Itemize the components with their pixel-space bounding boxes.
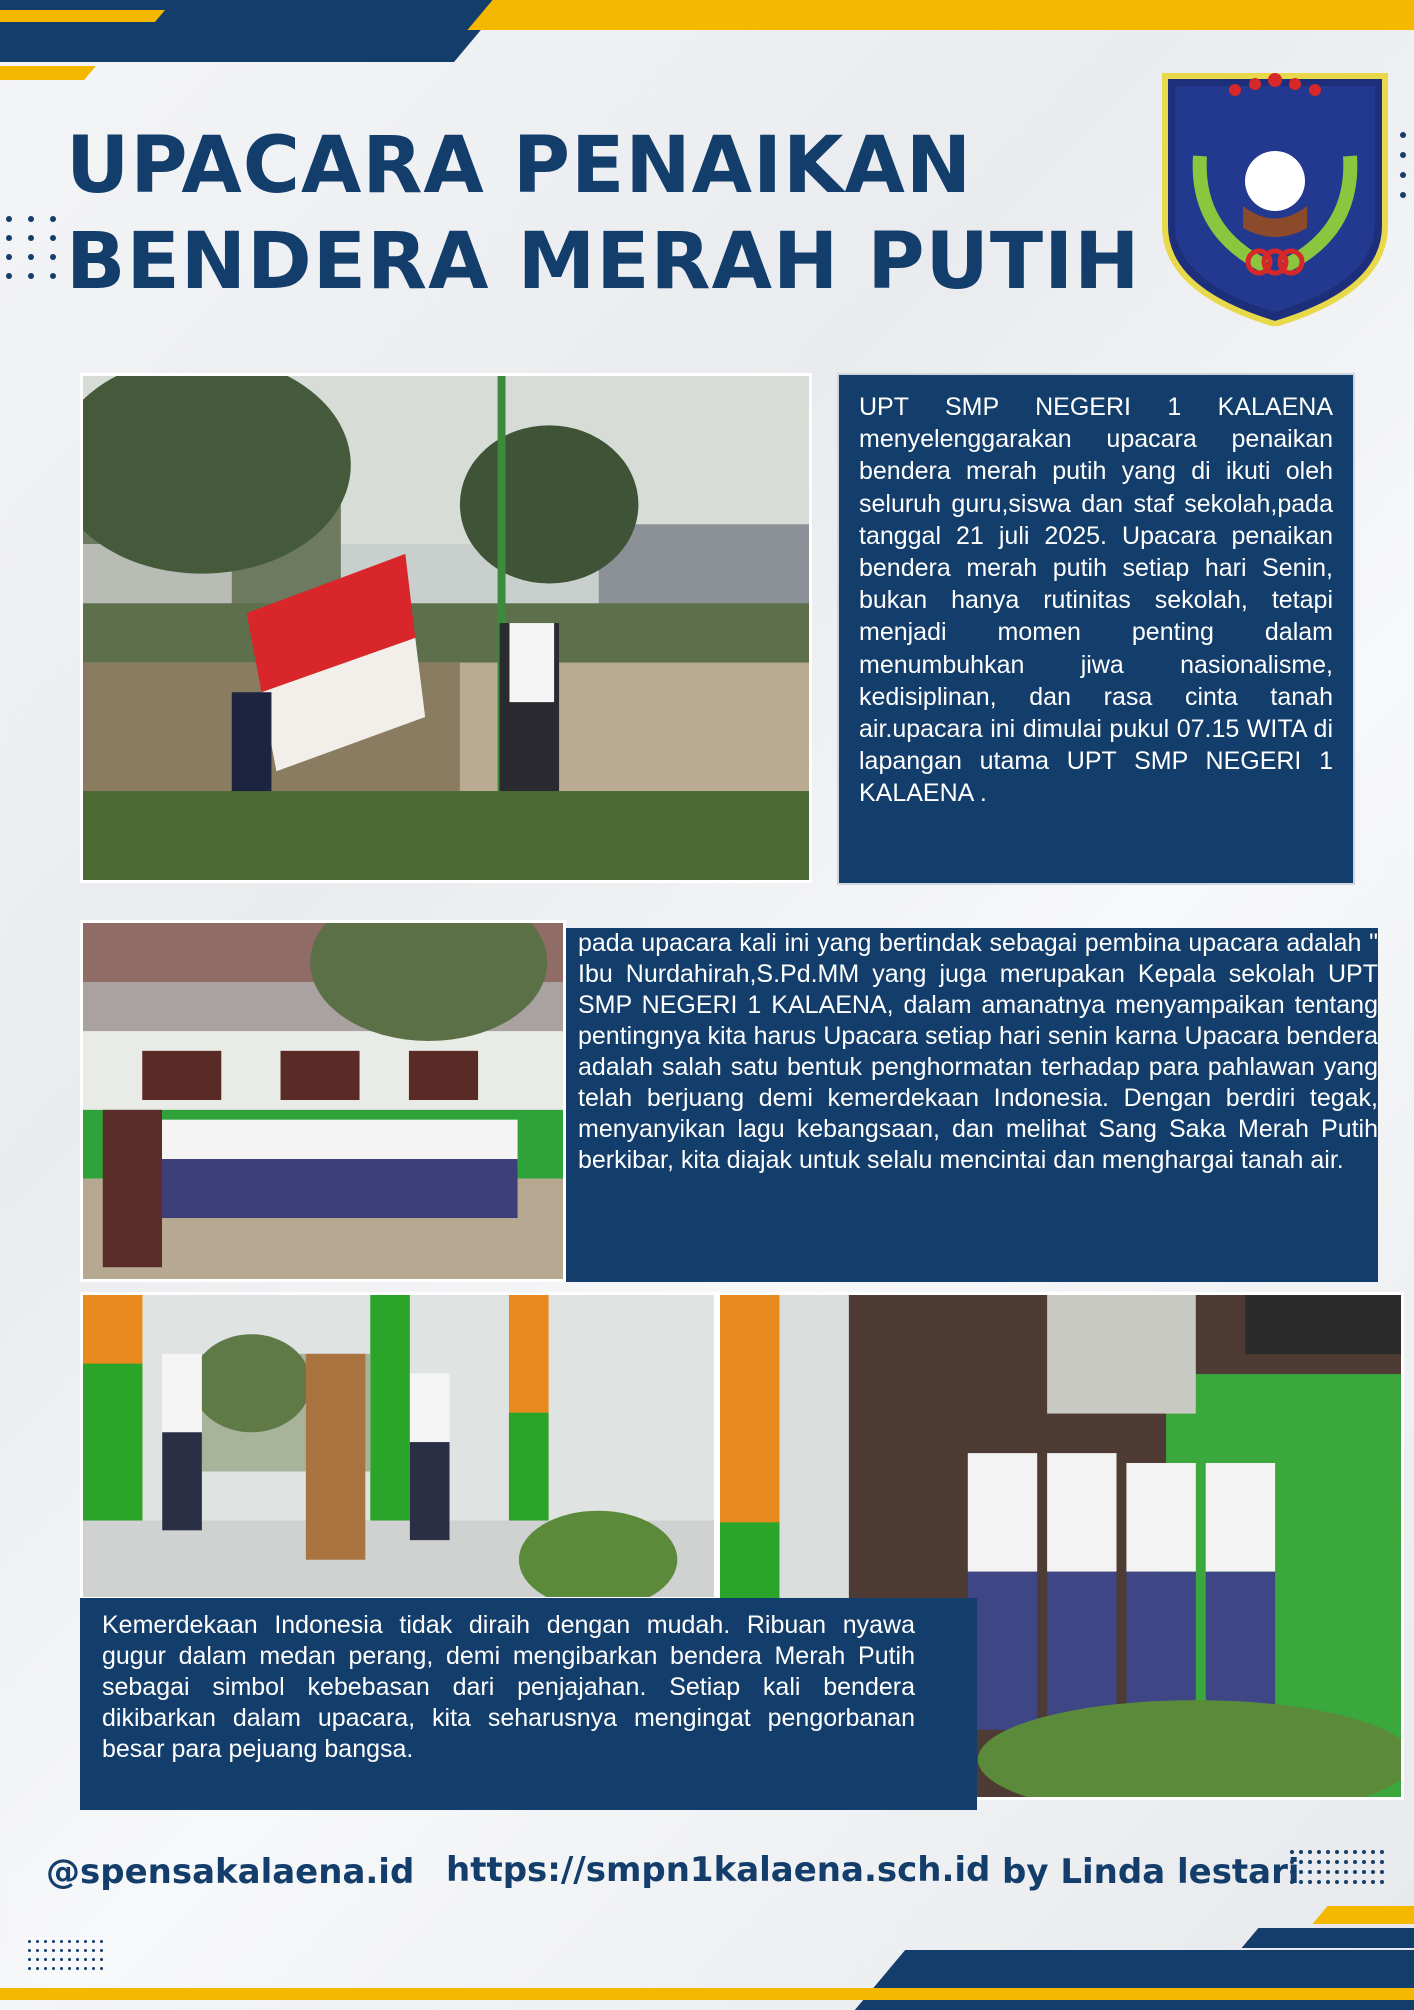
decor-dot	[100, 1949, 103, 1952]
decor-dot	[1344, 1850, 1348, 1854]
decor-dot	[1335, 1880, 1339, 1884]
paragraph-ceremony-leader: pada upacara kali ini yang bertindak sebagai pembina upacara adalah " Ibu Nurdahirah,S.Pd.MM yang juga merupakan Kepala sekolah UPT SMP NEGERI 1 KALAENA, dalam amanatnya menyampaikan tentang pentingnya kita harus Upacara setiap hari senin karna Upacara bendera adalah salah satu bentuk penghormatan terhadap para pahlawan yang telah berjuang demi kemerdekaan Indonesia. Dengan berdiri tegak, menyanyikan lagu kebangsaan, dan melihat Sang Saka Merah Putih berkibar, kita diajak untuk selalu mencintai dan menghargai tanah air.	[566, 928, 1378, 1282]
decor-dot	[92, 1949, 95, 1952]
decor-dot	[1317, 1870, 1321, 1874]
decor-dot	[1362, 1880, 1366, 1884]
decor-dot	[84, 1940, 87, 1943]
paragraph-event-intro: UPT SMP NEGERI 1 KALAENA menyelenggarakan upacara penaikan bendera merah putih yang di ikuti oleh seluruh guru,siswa dan staf sekolah,pada tanggal 21 juli 2025. Upacara penaikan bendera merah putih setiap hari Senin, bukan hanya rutinitas sekolah, tetapi menjadi momen penting dalam menumbuhkan jiwa nasionalisme, kedisiplinan, dan rasa cinta tanah air.upacara ini dimulai pukul 07.15 WITA di lapangan utama UPT SMP NEGERI 1 KALAENA .	[837, 373, 1355, 885]
decor-dot	[100, 1940, 103, 1943]
top-yellow-stripe	[0, 10, 165, 22]
photo-students-lineup	[80, 920, 566, 1282]
decor-dot	[1326, 1850, 1330, 1854]
dot-grid-footer	[1290, 1850, 1384, 1884]
author-credit: by Linda lestari	[1002, 1852, 1300, 1892]
decor-dot	[1362, 1850, 1366, 1854]
decor-dot	[44, 1967, 47, 1970]
dot-grid-bottom-left	[28, 1940, 103, 1970]
decor-dot	[44, 1958, 47, 1961]
dot-grid-right	[1400, 132, 1406, 198]
decor-dot	[52, 1958, 55, 1961]
decor-dot	[68, 1958, 71, 1961]
decor-dot	[1362, 1860, 1366, 1864]
decor-dot	[1344, 1880, 1348, 1884]
decor-dot	[28, 1940, 31, 1943]
paragraph-independence-reflection: Kemerdekaan Indonesia tidak diraih dengan mudah. Ribuan nyawa gugur dalam medan perang, demi mengibarkan bendera Merah Putih sebagai simbol kebebasan dari penjajahan. Setiap kali bendera dikibarkan dalam upacara, kita seharusnya mengingat pengorbanan besar para pejuang bangsa.	[80, 1598, 977, 1810]
decor-dot	[28, 1949, 31, 1952]
decor-dot	[1317, 1880, 1321, 1884]
decor-dot	[60, 1958, 63, 1961]
school-website: https://smpn1kalaena.sch.id	[446, 1850, 991, 1890]
bottom-yellow-band	[0, 1988, 1414, 2000]
decor-dot	[52, 1940, 55, 1943]
decor-dot	[1371, 1850, 1375, 1854]
decor-dot	[76, 1958, 79, 1961]
title-line-1: UPACARA PENAIKAN	[66, 121, 973, 211]
decor-dot	[1344, 1860, 1348, 1864]
decor-dot	[1299, 1870, 1303, 1874]
decor-dot	[1308, 1880, 1312, 1884]
decor-dot	[36, 1958, 39, 1961]
decor-dot	[1371, 1860, 1375, 1864]
decor-dot	[60, 1940, 63, 1943]
photo-flag-raising	[80, 373, 812, 883]
decor-dot	[1326, 1860, 1330, 1864]
decor-dot	[1353, 1870, 1357, 1874]
decor-dot	[28, 1967, 31, 1970]
decor-dot	[1335, 1850, 1339, 1854]
photo-principal-speech	[80, 1292, 717, 1600]
decor-dot	[1344, 1870, 1348, 1874]
school-emblem-icon	[1155, 56, 1395, 326]
decor-dot	[52, 1967, 55, 1970]
decor-dot	[84, 1949, 87, 1952]
page-title	[66, 118, 1140, 310]
decor-dot	[1371, 1870, 1375, 1874]
dot-grid-left	[6, 216, 56, 279]
decor-dot	[1371, 1880, 1375, 1884]
decor-dot	[1335, 1870, 1339, 1874]
decor-dot	[60, 1967, 63, 1970]
decor-dot	[36, 1940, 39, 1943]
decor-dot	[1326, 1880, 1330, 1884]
decor-dot	[84, 1967, 87, 1970]
bottom-yellow-stripe	[1312, 1906, 1414, 1924]
decor-dot	[1353, 1860, 1357, 1864]
decor-dot	[76, 1940, 79, 1943]
decor-dot	[68, 1940, 71, 1943]
decor-dot	[1380, 1870, 1384, 1874]
decor-dot	[100, 1967, 103, 1970]
decor-dot	[1353, 1880, 1357, 1884]
decor-dot	[36, 1967, 39, 1970]
decor-dot	[1353, 1850, 1357, 1854]
decor-dot	[68, 1949, 71, 1952]
decor-dot	[1317, 1850, 1321, 1854]
decor-dot	[76, 1949, 79, 1952]
decor-dot	[84, 1958, 87, 1961]
decor-dot	[1308, 1850, 1312, 1854]
decor-dot	[1299, 1850, 1303, 1854]
instagram-handle: @spensakalaena.id	[46, 1852, 415, 1892]
decor-dot	[92, 1967, 95, 1970]
decor-dot	[1308, 1860, 1312, 1864]
decor-dot	[60, 1949, 63, 1952]
decor-dot	[28, 1958, 31, 1961]
decor-dot	[1299, 1880, 1303, 1884]
decor-dot	[36, 1949, 39, 1952]
decor-dot	[1299, 1860, 1303, 1864]
decor-dot	[68, 1967, 71, 1970]
decor-dot	[1326, 1870, 1330, 1874]
decor-dot	[1308, 1870, 1312, 1874]
title-line-2: BENDERA MERAH PUTIH	[66, 217, 1141, 307]
decor-dot	[100, 1958, 103, 1961]
decor-dot	[1380, 1860, 1384, 1864]
decor-dot	[1335, 1860, 1339, 1864]
decor-dot	[1362, 1870, 1366, 1874]
bottom-navy-band	[855, 1950, 1414, 2010]
decor-dot	[44, 1940, 47, 1943]
decor-dot	[92, 1958, 95, 1961]
decor-dot	[1317, 1860, 1321, 1864]
top-yellow-band	[467, 0, 1414, 30]
decor-dot	[76, 1967, 79, 1970]
bottom-navy-stripe	[1242, 1928, 1414, 1948]
decor-dot	[52, 1949, 55, 1952]
top-yellow-stripe-small	[0, 66, 96, 80]
decor-dot	[44, 1949, 47, 1952]
decor-dot	[1380, 1850, 1384, 1854]
decor-dot	[92, 1940, 95, 1943]
decor-dot	[1380, 1880, 1384, 1884]
